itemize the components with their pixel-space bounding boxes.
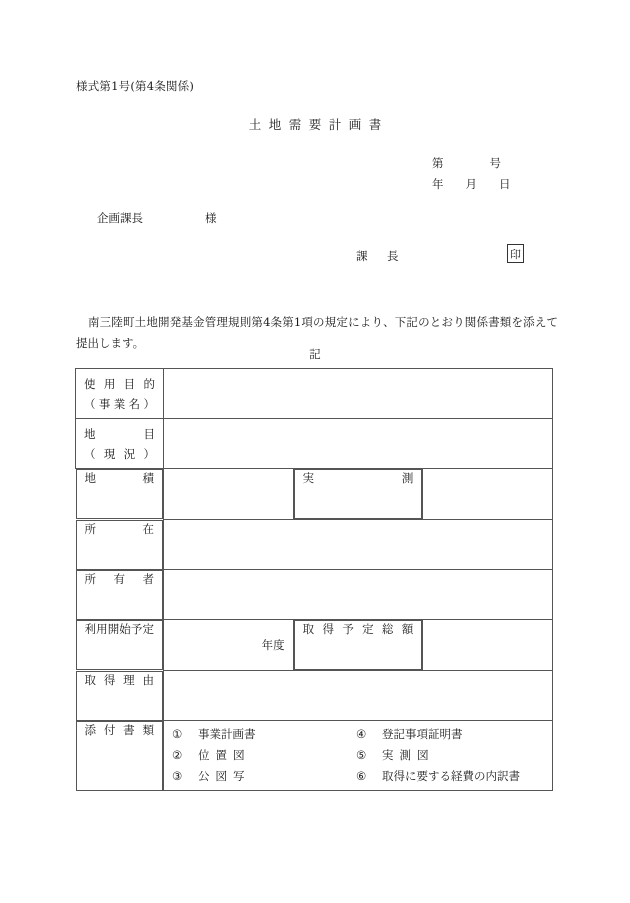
purpose-label-line2: （ 事 業 名 ） bbox=[84, 396, 155, 411]
table-row-area bbox=[76, 469, 553, 520]
page-title: 土地需要計画書 bbox=[248, 117, 389, 132]
attachment-number: ① bbox=[172, 727, 183, 741]
row-label-area: 地 積 bbox=[76, 469, 164, 519]
row-label-landcategory bbox=[76, 419, 164, 469]
row-value-reason[interactable] bbox=[164, 671, 553, 721]
date-year-label: 年 bbox=[432, 177, 444, 191]
startdate-unit: 年度 bbox=[261, 638, 285, 652]
attachment-label: 実測図 bbox=[382, 748, 435, 762]
row-value-attachments bbox=[164, 721, 553, 791]
row-value-startdate[interactable] bbox=[164, 620, 294, 671]
table-row-startdate bbox=[76, 620, 553, 671]
table-row-purpose bbox=[76, 369, 553, 419]
addressee-honorific: 様 bbox=[205, 211, 217, 225]
landcategory-label-line1: 地 目 bbox=[84, 426, 155, 441]
attachment-number: ⑤ bbox=[356, 748, 367, 762]
table-row-reason bbox=[76, 671, 553, 721]
row-sublabel-total-cost: 取 得 予 定 総 額 bbox=[294, 620, 423, 670]
row-label-attachments: 添 付 書 類 bbox=[76, 721, 164, 791]
attachment-number: ⑥ bbox=[356, 769, 367, 783]
attachment-label: 事業計画書 bbox=[198, 727, 256, 741]
list-item[interactable] bbox=[172, 746, 356, 765]
row-value-owner[interactable] bbox=[164, 570, 553, 620]
row-value-total-cost[interactable] bbox=[423, 620, 553, 671]
ki-marker: 記 bbox=[309, 347, 321, 361]
row-label-reason: 取 得 理 由 bbox=[76, 671, 164, 721]
addressee-line bbox=[97, 210, 217, 226]
table-row-landcategory bbox=[76, 419, 553, 469]
attachment-label: 登記事項証明書 bbox=[382, 727, 463, 741]
row-value-actual-measure[interactable] bbox=[423, 469, 553, 520]
seal-mark-box: 印 bbox=[507, 244, 524, 263]
list-item[interactable] bbox=[356, 725, 520, 744]
attachment-list bbox=[172, 721, 544, 790]
attachment-label: 公図写 bbox=[198, 769, 251, 783]
attachment-column-right bbox=[356, 725, 520, 786]
list-item[interactable] bbox=[356, 767, 520, 786]
list-item[interactable] bbox=[172, 725, 356, 744]
list-item[interactable] bbox=[172, 767, 356, 786]
row-label-owner: 所 有 者 bbox=[76, 570, 164, 620]
row-value-landcategory[interactable] bbox=[164, 419, 553, 469]
attachment-label: 位置図 bbox=[198, 748, 251, 762]
attachment-column-left bbox=[172, 725, 356, 786]
purpose-label-line1: 使 用 目 的 bbox=[84, 376, 155, 391]
row-sublabel-actual-measure: 実 測 bbox=[294, 469, 423, 519]
row-label-location: 所 在 bbox=[76, 520, 164, 570]
form-code: 様式第1号(第4条関係) bbox=[76, 79, 195, 93]
document-date-line bbox=[432, 176, 511, 192]
document-number-line bbox=[432, 155, 501, 171]
date-month-label: 月 bbox=[465, 177, 477, 191]
row-label-purpose bbox=[76, 369, 164, 419]
date-day-label: 日 bbox=[499, 177, 511, 191]
landcategory-label-line2: （ 現 況 ） bbox=[84, 446, 155, 461]
attachment-number: ② bbox=[172, 748, 183, 762]
attachment-label: 取得に要する経費の内訳書 bbox=[382, 769, 520, 783]
signer-line bbox=[356, 248, 403, 264]
document-number-label: 第 bbox=[432, 156, 444, 170]
row-value-purpose[interactable] bbox=[164, 369, 553, 419]
document-number-unit: 号 bbox=[489, 156, 501, 170]
body-paragraph: 南三陸町土地開発基金管理規則第4条第1項の規定により、下記のとおり関係書類を添えて提出します。 bbox=[76, 315, 558, 350]
row-label-startdate: 利 用 開 始 予 定 bbox=[76, 620, 164, 670]
table-row-owner bbox=[76, 570, 553, 620]
table-row-location bbox=[76, 520, 553, 570]
addressee-name: 企画課長 bbox=[97, 211, 143, 225]
land-demand-plan-table bbox=[75, 368, 553, 791]
row-value-area[interactable] bbox=[164, 469, 294, 520]
table-row-attachments bbox=[76, 721, 553, 791]
signer-title: 課 長 bbox=[356, 249, 403, 263]
row-value-location[interactable] bbox=[164, 520, 553, 570]
attachment-number: ③ bbox=[172, 769, 183, 783]
list-item[interactable] bbox=[356, 746, 520, 765]
attachment-number: ④ bbox=[356, 727, 367, 741]
